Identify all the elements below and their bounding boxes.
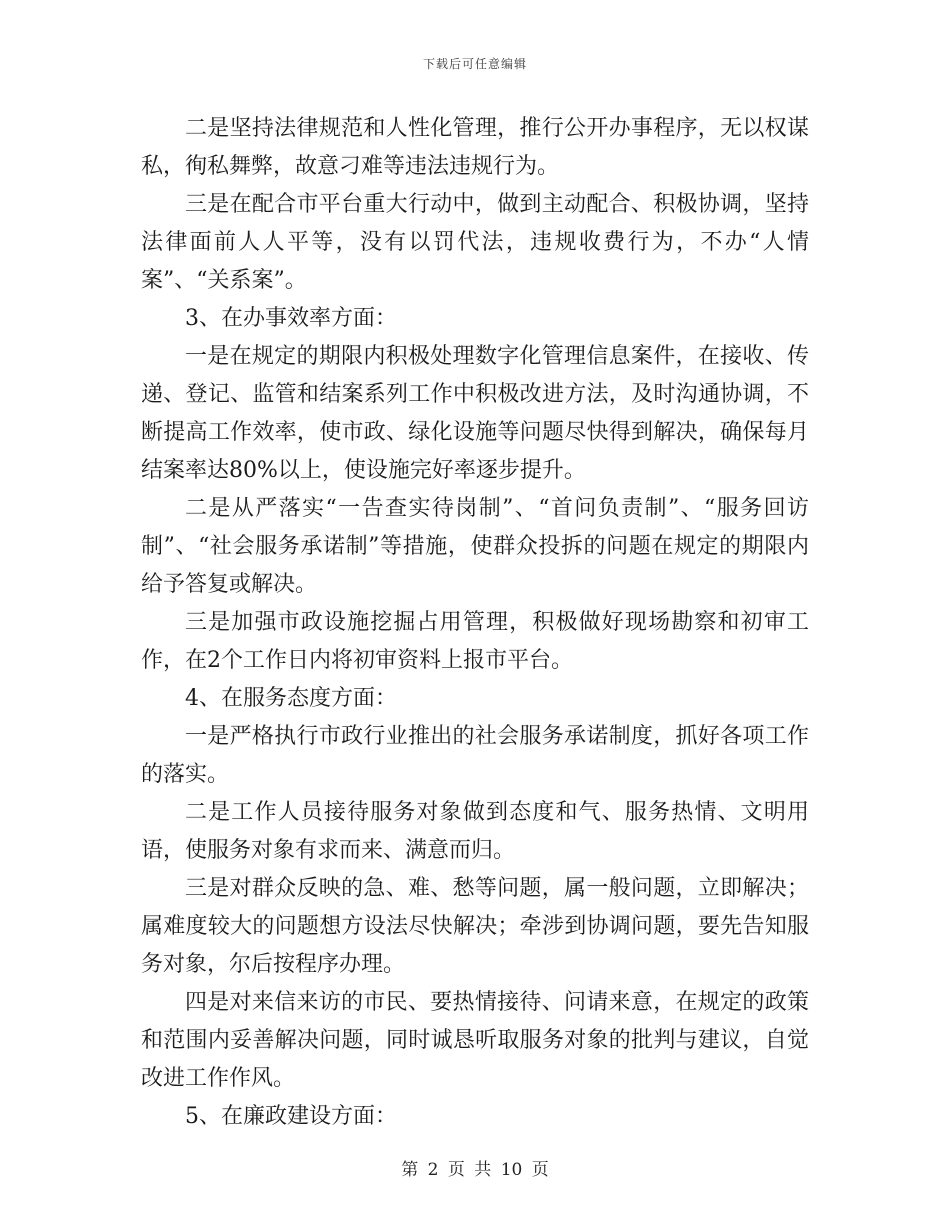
paragraph: 三是在配合市平台重大行动中，做到主动配合、积极协调，坚持法律面前人人平等，没有以罚代法，违规收费行为，不办“人情案”、“关系案”。 [141, 192, 809, 293]
header-note: 下载后可任意编辑 [422, 57, 527, 71]
paragraph: 一是在规定的期限内积极处理数字化管理信息案件，在接收、传递、登记、监管和结案系列工作中积极改进方法，及时沟通协调，不断提高工作效率，使市政、绿化设施等问题尽快得到解决，确保每月结案率达80%以上，使设施完好率逐步提升。 [141, 344, 809, 483]
paragraph: 三是加强市政设施挖掘占用管理，积极做好现场勘察和初审工作，在2个工作日内将初审资料上报市平台。 [141, 610, 809, 673]
paragraph: 一是严格执行市政行业推出的社会服务承诺制度，抓好各项工作的落实。 [141, 724, 809, 787]
paragraph: 二是坚持法律规范和人性化管理，推行公开办事程序，无以权谋私，徇私舞弊，故意刁难等违法违规行为。 [141, 116, 809, 179]
section-heading: 3、在办事效率方面： [185, 306, 397, 331]
paragraph: 二是从严落实“一告查实待岗制”、“首问负责制”、“服务回访制”、“社会服务承诺制”等措施，使群众投拆的问题在规定的期限内给予答复或解决。 [141, 496, 809, 597]
paragraph: 四是对来信来访的市民、要热情接待、问请来意，在规定的政策和范围内妥善解决问题，同时诚恳听取服务对象的批判与建议，自觉改进工作作风。 [141, 990, 809, 1091]
document-body [141, 110, 809, 1136]
paragraph: 二是工作人员接待服务对象做到态度和气、服务热情、文明用语，使服务对象有求而来、满意而归。 [141, 800, 809, 863]
page-number: 第 2 页 共 10 页 [401, 1160, 549, 1180]
paragraph: 三是对群众反映的急、难、愁等问题，属一般问题，立即解决；属难度较大的问题想方设法尽快解决；牵涉到协调问题，要先告知服务对象，尔后按程序办理。 [141, 876, 809, 977]
section-heading: 5、在廉政建设方面： [185, 1104, 397, 1129]
section-heading: 4、在服务态度方面： [185, 686, 397, 711]
